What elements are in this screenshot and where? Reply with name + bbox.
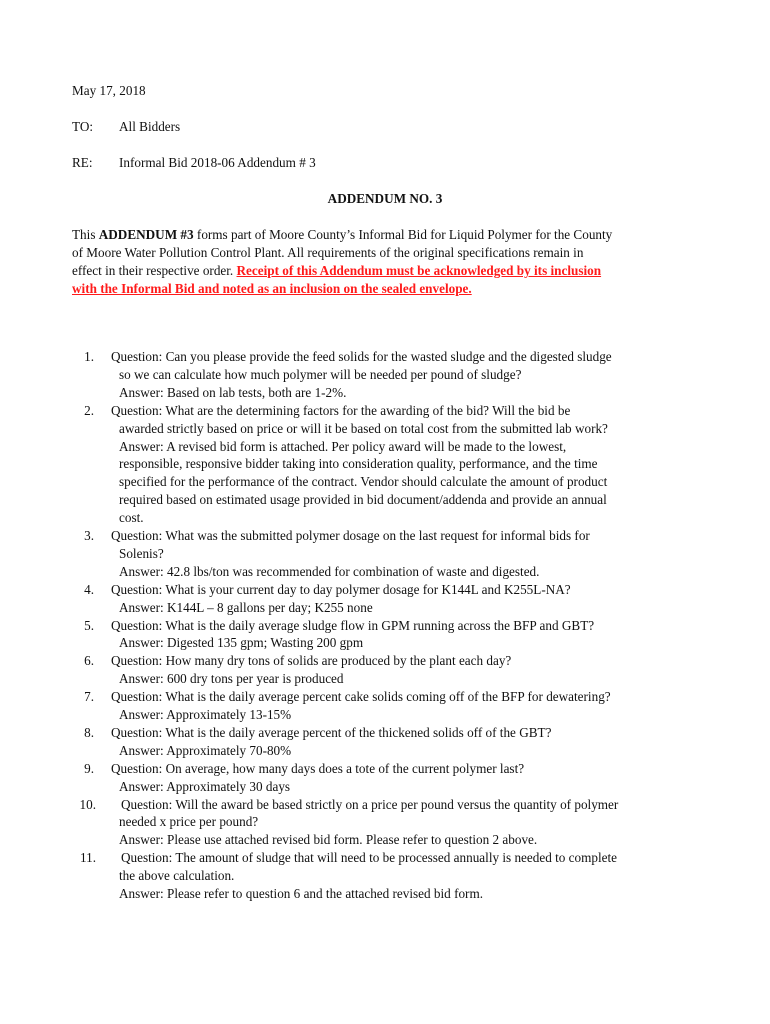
acknowledge-notice: Receipt of this Addendum must be acknowledged by its inclusion bbox=[236, 263, 602, 278]
answer-text: Answer: Based on lab tests, both are 1-2%. bbox=[119, 384, 347, 400]
question-text: Question: What is your current day to day polymer dosage for K144L and K255L-NA? bbox=[111, 581, 571, 597]
question-number: 11. bbox=[80, 850, 96, 866]
question-text: Solenis? bbox=[119, 545, 164, 561]
question-text: awarded strictly based on price or will it be based on total cost from the submitted lab work? bbox=[119, 420, 608, 436]
question-text: Question: What was the submitted polymer dosage on the last request for informal bids for bbox=[111, 528, 590, 543]
question-text: needed x price per pound? bbox=[119, 814, 259, 830]
question-text: specified for the performance of the contract. Vendor should calculate the amount of product bbox=[119, 474, 608, 490]
question-text: so we can calculate how much polymer will be needed per pound of sludge? bbox=[119, 366, 522, 382]
question-number: 10. bbox=[79, 796, 96, 812]
answer-text: Answer: Please refer to question 6 and the attached revised bid form. bbox=[119, 886, 484, 901]
intro-text: effect in their respective order. bbox=[72, 263, 237, 278]
question-text: Question: Will the award be based strictly on a price per pound versus the quantity of polymer bbox=[121, 796, 619, 812]
intro-text: This bbox=[72, 227, 99, 242]
question-number: 2. bbox=[84, 402, 94, 418]
question-text: required based on estimated usage provided in bid document/addenda and provide an annual bbox=[119, 492, 607, 508]
question-text: Question: Can you please provide the feed solids for the wasted sludge and the digested sludge bbox=[111, 349, 612, 364]
question-number: 8. bbox=[84, 724, 94, 740]
intro-line-4 bbox=[72, 280, 612, 298]
answer-text: Answer: 42.8 lbs/ton was recommended for combination of waste and digested. bbox=[119, 563, 540, 579]
answer-text: Answer: Approximately 13-15% bbox=[119, 707, 292, 722]
answer-text: Answer: K144L – 8 gallons per day; K255 none bbox=[119, 599, 373, 615]
question-number: 4. bbox=[84, 581, 94, 597]
intro-paragraph bbox=[72, 226, 612, 298]
answer-text: Answer: A revised bid form is attached. Per policy award will be made to the lowest, bbox=[119, 438, 567, 454]
question-text: Question: What is the daily average sludge flow in GPM running across the BFP and GBT? bbox=[111, 617, 595, 633]
question-number: 3. bbox=[84, 528, 94, 543]
answer-text: Answer: Approximately 30 days bbox=[119, 778, 291, 794]
question-text: Question: What is the daily average percent of the thickened solids off of the GBT? bbox=[111, 724, 552, 740]
question-text: Question: What are the determining factors for the awarding of the bid? Will the bid be bbox=[111, 402, 571, 418]
intro-text: forms part of Moore County’s Informal Bid for Liquid Polymer for the County bbox=[193, 227, 613, 242]
acknowledge-notice: with the Informal Bid and noted as an inclusion on the sealed envelope. bbox=[72, 281, 472, 296]
intro-line-3 bbox=[72, 262, 612, 280]
question-text: Question: What is the daily average percent cake solids coming off of the BFP for dewatering? bbox=[111, 689, 611, 705]
question-text: cost. bbox=[119, 510, 144, 526]
question-text: responsible, responsive bidder taking into consideration quality, performance, and the time bbox=[119, 456, 598, 472]
intro-bold-text: ADDENDUM #3 bbox=[98, 227, 194, 242]
re-label: RE: bbox=[72, 155, 93, 170]
intro-line-2: of Moore Water Pollution Control Plant. All requirements of the original specifications remain in bbox=[72, 245, 584, 260]
question-number: 7. bbox=[84, 689, 94, 705]
re-value: Informal Bid 2018-06 Addendum # 3 bbox=[119, 155, 316, 170]
answer-text: Answer: Approximately 70-80% bbox=[119, 742, 292, 758]
question-number: 9. bbox=[84, 760, 94, 776]
question-text: Question: The amount of sludge that will need to be processed annually is needed to complete bbox=[121, 850, 617, 866]
to-label: TO: bbox=[72, 119, 94, 134]
to-value: All Bidders bbox=[119, 119, 181, 134]
answer-text: Answer: Please use attached revised bid form. Please refer to question 2 above. bbox=[119, 832, 538, 848]
addendum-heading: ADDENDUM NO. 3 bbox=[327, 191, 443, 206]
question-number: 1. bbox=[84, 349, 94, 364]
question-text: Question: How many dry tons of solids are produced by the plant each day? bbox=[111, 653, 512, 669]
question-text: Question: On average, how many days does a tote of the current polymer last? bbox=[111, 760, 525, 776]
answer-text: Answer: 600 dry tons per year is produced bbox=[119, 671, 344, 687]
question-number: 6. bbox=[84, 653, 94, 669]
intro-line-1 bbox=[72, 226, 612, 244]
question-number: 5. bbox=[84, 617, 94, 633]
letter-date: May 17, 2018 bbox=[72, 83, 146, 98]
question-text: the above calculation. bbox=[119, 868, 235, 884]
answer-text: Answer: Digested 135 gpm; Wasting 200 gpm bbox=[119, 635, 364, 651]
